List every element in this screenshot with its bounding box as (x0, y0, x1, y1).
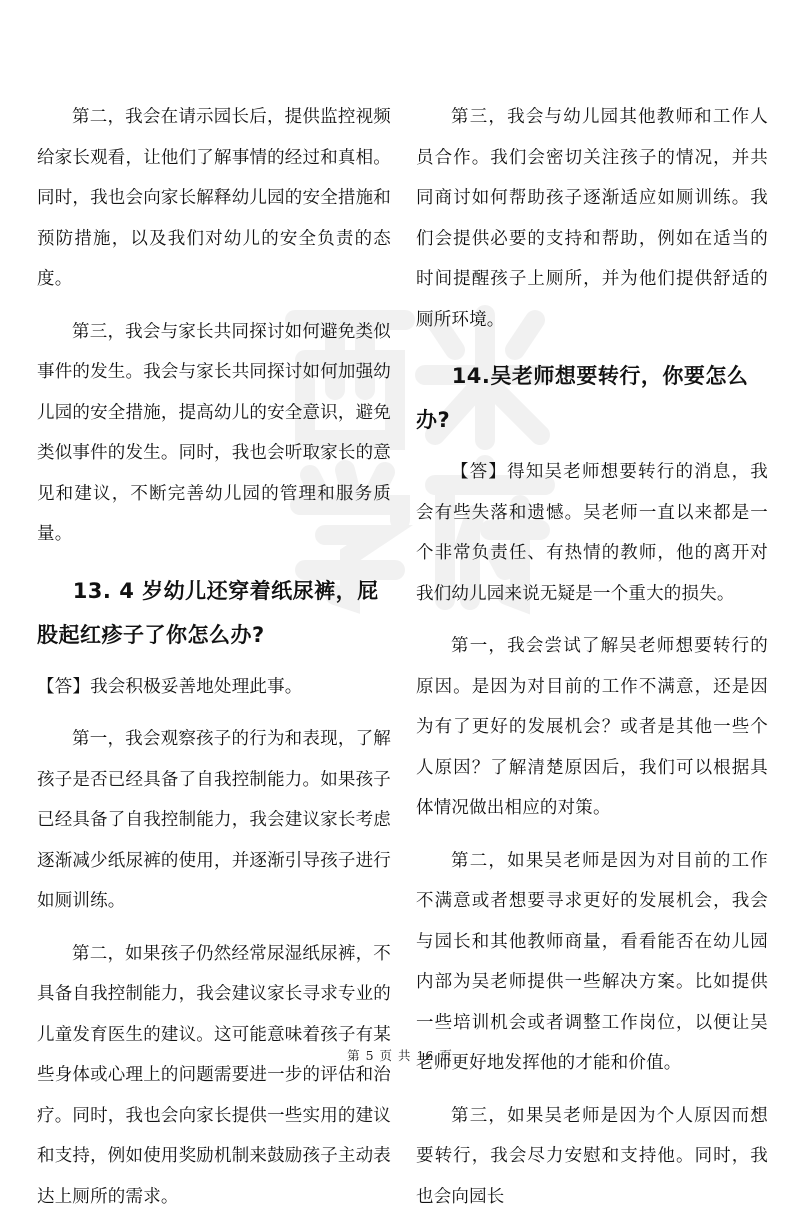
paragraph: 第三，如果吴老师是因为个人原因而想要转行，我会尽力安慰和支持他。同时，我也会向园长 (416, 1105, 768, 1207)
paragraph: 第一，我会观察孩子的行为和表现，了解孩子是否已经具备了自我控制能力。如果孩子已经具备了自我控制能力，我会建议家长考虑逐渐减少纸尿裤的使用，并逐渐引导孩子进行如厕训练。 (37, 729, 391, 911)
question-14-heading: 14.吴老师想要转行，你要怎么办? (416, 364, 749, 432)
answer-intro: 【答】得知吴老师想要转行的消息，我会有些失落和遗憾。吴老师一直以来都是一个非常负责任、有热情的教师，他的离开对我们幼儿园来说无疑是一个重大的损失。 (416, 462, 768, 604)
paragraph: 第一，我会尝试了解吴老师想要转行的原因。是因为对目前的工作不满意，还是因为有了更好的发展机会？或者是其他一些个人原因？了解清楚原因后，我们可以根据具体情况做出相应的对策。 (416, 636, 768, 818)
paragraph: 第二，如果孩子仍然经常尿湿纸尿裤，不具备自我控制能力，我会建议家长寻求专业的儿童发育医生的建议。这可能意味着孩子有某些身体或心理上的问题需要进一步的评估和治疗。同时，我也会向家长提供一些实用的建议和支持，例如使用奖励机制来鼓励孩子主动表达上厕所的需求。 (37, 943, 391, 1207)
paragraph: 第二，如果吴老师是因为对目前的工作不满意或者想要寻求更好的发展机会，我会与园长和其他教师商量，看看能否在幼儿园内部为吴老师提供一些解决方案。比如提供一些培训机会或者调整工作岗位，以便让吴老师更好地发挥他的才能和价值。 (416, 850, 768, 1073)
page-footer: 第 5 页 共 16 页 (347, 1048, 453, 1063)
paragraph: 第三，我会与家长共同探讨如何避免类似事件的发生。我会与家长共同探讨如何加强幼儿园的安全措施，提高幼儿的安全意识，避免类似事件的发生。同时，我也会听取家长的意见和建议，不断完善幼儿园的管理和服务质量。 (37, 321, 391, 544)
question-13-heading: 13. 4 岁幼儿还穿着纸尿裤，屁股起红疹子了你怎么办? (37, 578, 379, 647)
paragraph: 第二，我会在请示园长后，提供监控视频给家长观看，让他们了解事情的经过和真相。同时，我也会向家长解释幼儿园的安全措施和预防措施，以及我们对幼儿的安全负责的态度。 (37, 107, 391, 289)
paragraph: 第三，我会与幼儿园其他教师和工作人员合作。我们会密切关注孩子的情况，并共同商讨如何帮助孩子逐渐适应如厕训练。我们会提供必要的支持和帮助，例如在适当的时间提醒孩子上厕所，并为他们提供舒适的厕所环境。 (416, 107, 768, 330)
answer-intro: 【答】我会积极妥善地处理此事。 (37, 676, 303, 697)
